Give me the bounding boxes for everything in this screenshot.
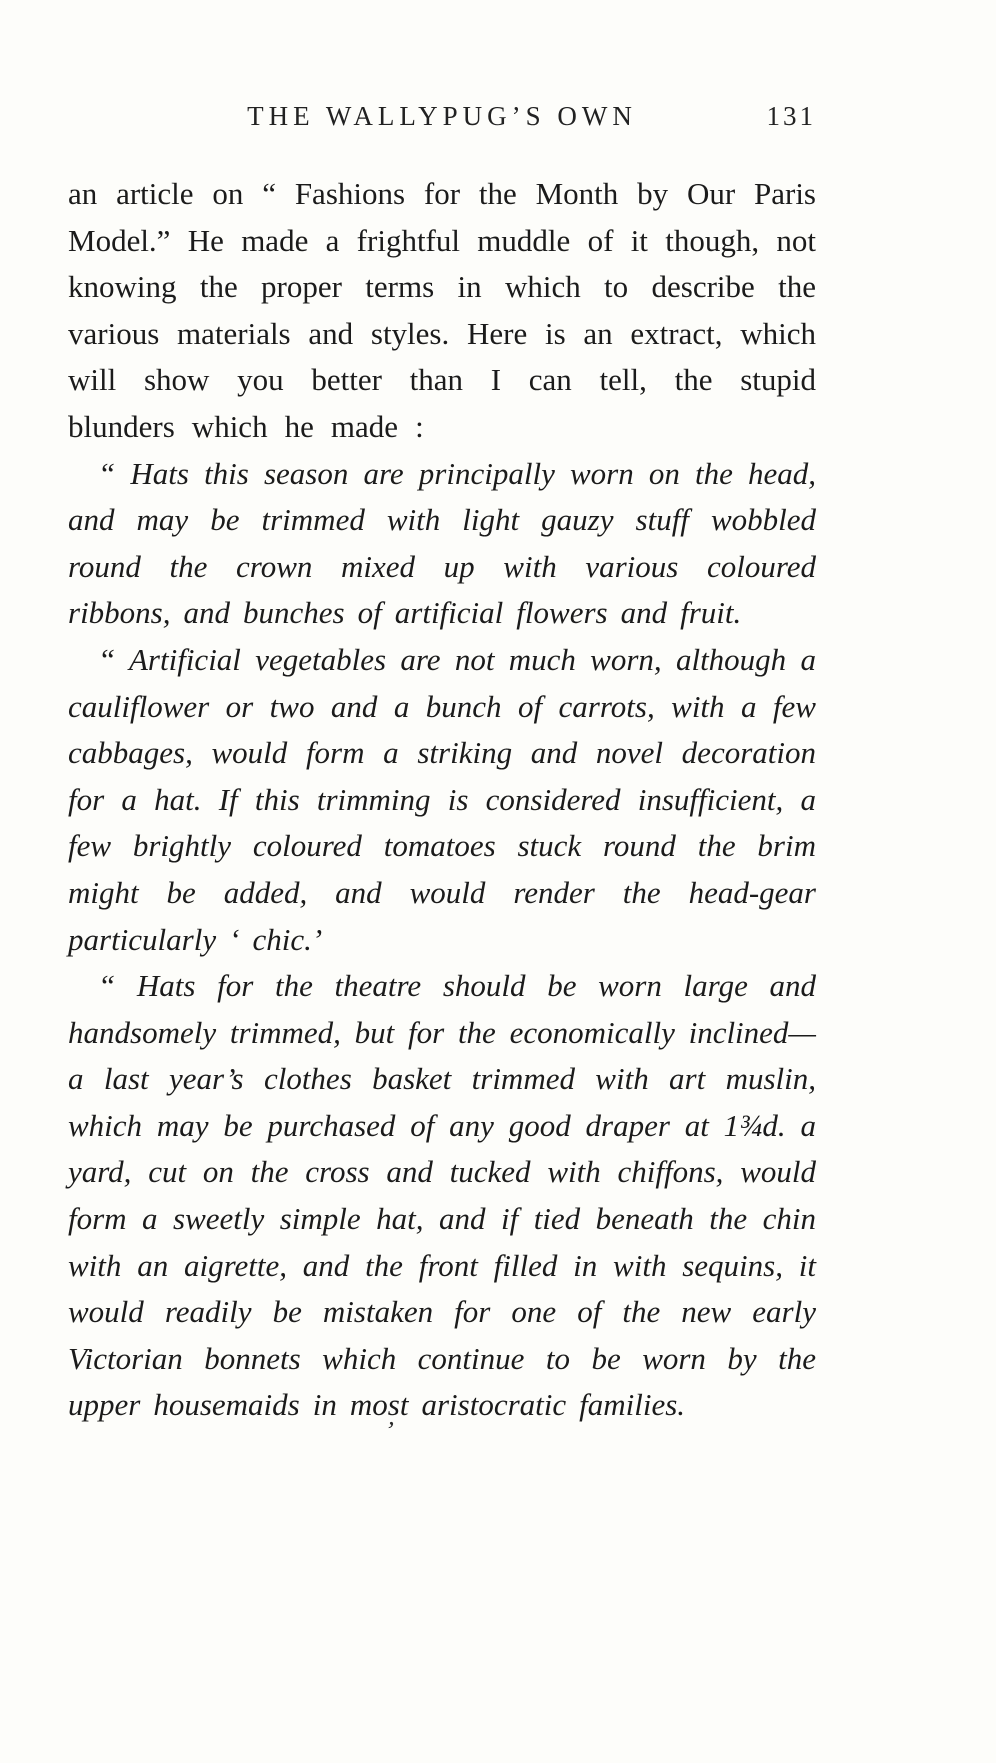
quoted-paragraph-3: “ Hats for the theatre should be worn large and handsomely trimmed, but for the economically inclined—a last year’s clothes basket trimmed with art muslin, which may be purchased of any good draper at 1¾d. a yard, cut on the cross and tucked with chiffons, would form a sweetly simple hat, and if tied beneath the chin with an aigrette, and the front filled in with sequins, it would readily be mistaken for one of the new early Victorian bonnets which continue to be worn by the upper housemaids in most aristocratic families. [68, 968, 816, 1423]
page-header [68, 0, 816, 132]
page-number: 131 [766, 101, 816, 131]
printers-mark: ’ [384, 1415, 397, 1446]
text-block [68, 171, 816, 1429]
quoted-paragraph-1: “ Hats this season are principally worn on the head, and may be trimmed with light gauzy stuff wobbled round the crown mixed up with various coloured ribbons, and bunches of artificial flowers and fruit. [68, 455, 816, 631]
body-paragraph-1: an article on “ Fashions for the Month by Our Paris Model.” He made a frightful muddle of it though, not knowing the proper terms in which to describe the various materials and styles. Here is an extract, which will show you better than I can tell, the stupid blunders which he made : [68, 176, 816, 444]
quoted-paragraph-2: “ Artificial vegetables are not much worn, although a cauliflower or two and a bunch of carrots, with a few cabbages, would form a striking and novel decoration for a hat. If this trimming is considered insufficient, a few brightly coloured tomatoes stuck round the brim might be added, and would render the head-gear particularly ‘ chic.’ [68, 641, 816, 957]
running-title: THE WALLYPUG’S OWN [247, 101, 637, 131]
